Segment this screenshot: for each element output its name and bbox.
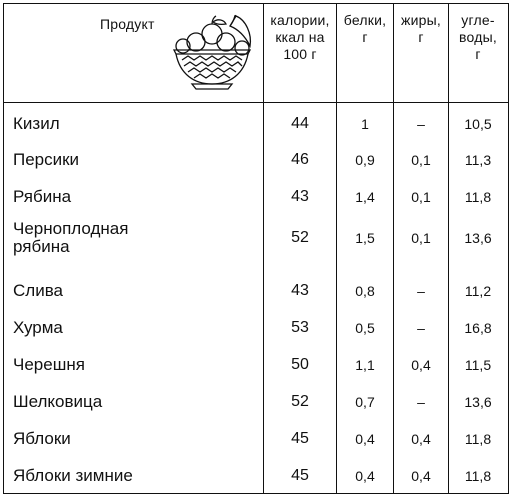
carbs-value: 11,8 — [464, 431, 492, 447]
header-fat-line: жиры, — [401, 12, 441, 28]
nutrition-table — [3, 3, 509, 494]
product-name: Персики — [13, 150, 80, 169]
table-row — [4, 216, 507, 260]
kcal-value: 50 — [291, 356, 309, 373]
table-row — [4, 310, 507, 346]
header-carbs-line: г — [475, 46, 481, 62]
fat-value: – — [417, 394, 425, 410]
fat-value: 0,4 — [411, 468, 431, 484]
kcal-value: 45 — [291, 467, 309, 484]
table-row — [4, 347, 507, 383]
table-row — [4, 384, 507, 420]
protein-value: 0,9 — [355, 152, 375, 168]
table-row — [4, 142, 507, 178]
protein-value: 0,4 — [355, 468, 375, 484]
product-name: Слива — [13, 281, 63, 300]
header-carbs — [449, 12, 507, 110]
fruit-basket-icon — [166, 12, 258, 90]
header-product-label: Продукт — [100, 16, 155, 32]
product-name: Рябина — [13, 187, 72, 206]
product-name: Черешня — [13, 355, 85, 374]
protein-value: 1,4 — [355, 189, 375, 205]
protein-value: 1 — [361, 116, 369, 132]
carbs-value: 11,5 — [464, 357, 492, 373]
product-name — [13, 216, 258, 260]
carbs-value: 11,8 — [464, 468, 492, 484]
fat-value: – — [417, 116, 425, 132]
header-calories-line: калории, — [270, 12, 330, 28]
fat-value: – — [417, 283, 425, 299]
header-fat — [394, 12, 448, 110]
header-protein-line: белки, — [343, 12, 387, 28]
fat-value: 0,4 — [411, 431, 431, 447]
product-name-line: рябина — [13, 237, 70, 256]
carbs-value: 13,6 — [464, 394, 492, 410]
table-row — [4, 273, 507, 309]
header-fat-line: г — [418, 29, 424, 45]
header-protein — [337, 12, 393, 110]
table-row — [4, 179, 507, 215]
product-name: Яблоки — [13, 429, 71, 448]
kcal-value: 52 — [291, 229, 309, 246]
header-calories-line: ккал на — [275, 29, 325, 45]
header-calories — [264, 12, 336, 110]
table-row — [4, 458, 507, 494]
product-name: Хурма — [13, 318, 63, 337]
carbs-value: 11,2 — [464, 283, 492, 299]
fat-value: 0,1 — [411, 189, 431, 205]
carbs-value: 10,5 — [464, 116, 492, 132]
kcal-value: 52 — [291, 393, 309, 410]
protein-value: 0,7 — [355, 394, 375, 410]
kcal-value: 45 — [291, 430, 309, 447]
fat-value: – — [417, 320, 425, 336]
product-name-line: Черноплодная — [13, 219, 129, 238]
protein-value: 1,1 — [355, 357, 375, 373]
header-protein-line: г — [362, 29, 368, 45]
header-carbs-line: угле- — [461, 12, 495, 28]
protein-value: 0,4 — [355, 431, 375, 447]
carbs-value: 11,8 — [464, 189, 492, 205]
fat-value: 0,4 — [411, 357, 431, 373]
product-name: Шелковица — [13, 392, 103, 411]
carbs-value: 13,6 — [464, 230, 492, 246]
table-row — [4, 421, 507, 457]
protein-value: 1,5 — [355, 230, 375, 246]
product-name: Яблоки зимние — [13, 466, 133, 485]
header-product — [100, 16, 155, 36]
carbs-value: 16,8 — [464, 320, 492, 336]
product-name: Кизил — [13, 114, 60, 133]
kcal-value: 46 — [291, 151, 309, 168]
kcal-value: 53 — [291, 319, 309, 336]
kcal-value: 43 — [291, 188, 309, 205]
kcal-value: 43 — [291, 282, 309, 299]
kcal-value: 44 — [291, 115, 309, 132]
protein-value: 0,5 — [355, 320, 375, 336]
protein-value: 0,8 — [355, 283, 375, 299]
header-carbs-line: воды, — [459, 29, 497, 45]
table-row — [4, 106, 507, 142]
fat-value: 0,1 — [411, 152, 431, 168]
fat-value: 0,1 — [411, 230, 431, 246]
carbs-value: 11,3 — [464, 152, 492, 168]
header-calories-line: 100 г — [283, 46, 317, 62]
